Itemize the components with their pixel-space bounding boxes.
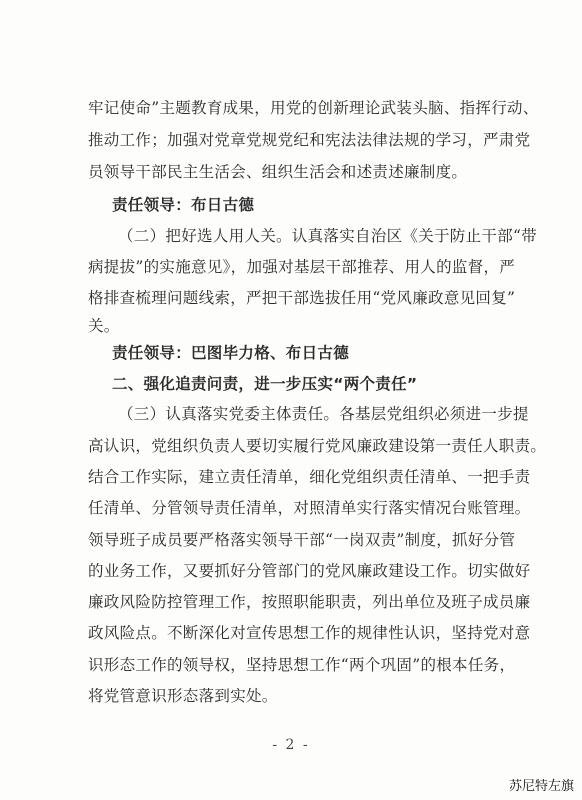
source-watermark: 苏尼特左旗 [508,779,574,794]
paragraph-line: 的业务工作，又要抓好分管部门的党风廉政建设工作。切实做好 [88,562,531,580]
paragraph-line: 格排查梳理问题线索，严把干部选拔任用“党风廉政意见回复” [88,289,516,307]
paragraph-line: 推动工作；加强对党章党规党纪和宪法法律法规的学习，严肃党 [88,131,531,149]
section-heading: 二、强化追责问责，进一步压实“两个责任” [112,375,418,393]
responsible-leader-heading: 责任领导：巴图毕力格、布日古德 [112,344,350,362]
paragraph-line: 员领导干部民主生活会、组织生活会和述责述廉制度。 [88,163,468,181]
paragraph-line: （二）把好选人用人关。认真落实自治区《关于防止干部“带 [118,227,538,245]
paragraph-line: 病提拔”的实施意见》，加强对基层干部推荐、用人的监督，严 [88,258,516,276]
paragraph-line: 关。 [88,317,120,335]
paragraph-line: 任清单、分管领导责任清单，对照清单实行落实情况台账管理。 [88,499,531,517]
paragraph-line: 将党管意识形态落到实处。 [88,687,278,705]
paragraph-line: 政风险点。不断深化对宣传思想工作的规律性认识，坚持党对意 [88,624,531,642]
paragraph-line: 领导班子成员要严格落实领导干部“一岗双责”制度，抓好分管 [88,531,516,549]
paragraph-line: 高认识，党组织负责人要切实履行党风廉政建设第一责任人职责。 [88,437,547,455]
paragraph-line: 结合工作实际，建立责任清单，细化党组织责任清单、一把手责 [88,468,531,486]
paragraph-line: 识形态工作的领导权，坚持思想工作“两个巩固”的根本任务， [88,656,516,674]
responsible-leader-heading: 责任领导：布日古德 [112,196,255,214]
paragraph-line: 廉政风险防控管理工作，按照职能职责，列出单位及班子成员廉 [88,593,531,611]
page-number: - 2 - [272,737,310,753]
paragraph-line: （三）认真落实党委主体责任。各基层党组织必须进一步提 [118,405,529,423]
paragraph-line: 牢记使命”主题教育成果，用党的创新理论武装头脑、指挥行动、 [88,99,539,117]
